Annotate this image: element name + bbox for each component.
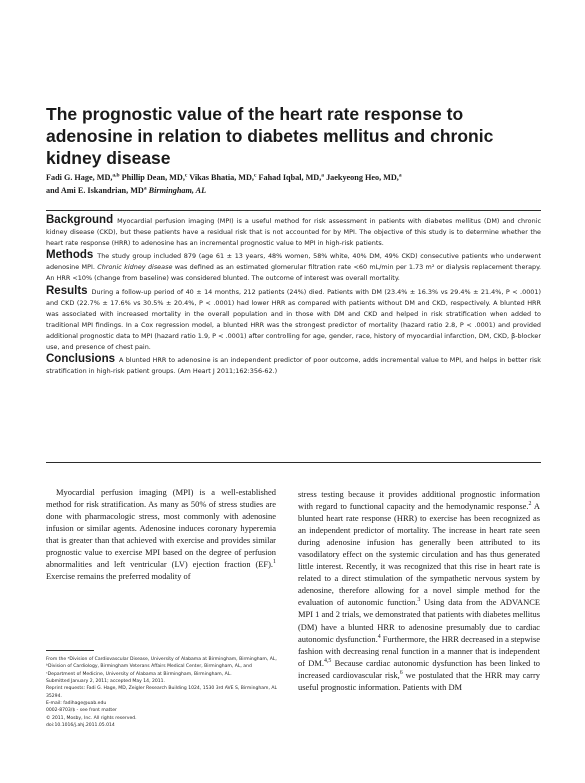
affiliation-marker: a — [321, 172, 325, 179]
abstract-methods-italic: Chronic kidney disease — [97, 263, 173, 272]
section-heading-results: Results — [46, 284, 88, 297]
citation-marker: 4,5 — [323, 657, 332, 664]
citation-marker: 4 — [377, 633, 381, 640]
section-heading-methods: Methods — [46, 249, 94, 262]
footnote-block — [46, 656, 278, 729]
section-heading-background: Background — [46, 214, 114, 226]
abstract-conclusions-text: A blunted HRR to adenosine is an independent predictor of poor outcome, adds incremental value to MPI, and helps in better risk stratification in high-risk patient groups. (Am Heart J 2011;162:356-62.) — [46, 356, 541, 376]
footnote-affiliations: From the ᵃDivision of Cardiovascular Disease, University of Alabama at Birmingham, Birmingham, AL, ᵇDivision of Cardiology, Birmingham Veterans Affairs Medical Center, Birmingham, AL, and ᶜDepartment of Medicine, University of Alabama at Birmingham, Birmingham, AL. — [46, 657, 277, 677]
author-name: Vikas Bhatia, MD, — [189, 173, 254, 182]
abstract — [46, 215, 541, 378]
affiliation-marker: a — [143, 185, 147, 192]
author-name: Phillip Dean, MD, — [121, 173, 185, 182]
abstract-bottom-rule — [46, 462, 541, 463]
body-paragraph — [298, 488, 540, 693]
author-name: Fahad Iqbal, MD, — [258, 173, 322, 182]
body-text: Furthermore, the HRR decreased in a stepwise fashion with decreasing renal function in a manner that is independent of DM. — [298, 633, 540, 668]
footnote-copyright: © 2011, Mosby, Inc. All rights reserved. — [46, 715, 137, 721]
affiliation-marker: a — [398, 172, 402, 179]
body-text: Myocardial perfusion imaging (MPI) is a well-established method for risk stratification. As many as 50% of stress studies are done with pharmacologic stress, most commonly with adenosine infusion or similar agents. Adenosine induces coronary hyperemia that is greater than that achieved with exercise and provides similar prognostic value to exercise MPI based on the degree of perfusion abnormalities and left ventricular (LV) ejection fraction (EF). — [46, 487, 276, 570]
footnote-submitted: Submitted January 2, 2011; accepted May 14, 2011. — [46, 679, 165, 685]
author-name: Ami E. Iskandrian, MD — [60, 186, 144, 195]
body-text: Using data from the ADVANCE MPI 1 and 2 trials, we demonstrated that patients with diabetes mellitus (DM) have a blunted HRR to adenosine presumably due to cardiac autonomic dysfunction. — [298, 597, 540, 644]
abstract-methods-text: The study group included 879 (age 61 ± 13 years, 48% women, 58% white, 40% DM, 49% CKD) consecutive patients who underwent adenosine MPI. — [46, 252, 541, 272]
footnote-doi[interactable]: doi:10.1016/j.ahj.2011.05.014 — [46, 723, 115, 729]
body-text: Because cardiac autonomic dysfunction has been linked to increased cardiovascular risk, — [298, 657, 541, 680]
section-heading-conclusions: Conclusions — [46, 353, 116, 366]
footnote-rule — [46, 650, 94, 651]
body-text: stress testing because it provides additional prognostic information with regard to functional capacity and the hemodynamic response. — [298, 489, 540, 512]
body-paragraph — [46, 486, 276, 582]
body-column-left — [46, 486, 276, 582]
citation-marker: 2 — [528, 501, 532, 508]
abstract-results-text: During a follow-up period of 40 ± 14 months, 212 patients (24%) died. Patients with DM (23.4% ± 16.3% vs 29.4% ± 21.4%, P < .0001) and CKD (22.7% ± 17.6% vs 30.5% ± 20.4%, P < .0001) had lower HRR as compared with patients without DM and CKD, respectively. A blunted HRR was associated with increased mortality in the overall population and in those with DM and CKD and helped in risk stratification when added to traditional MPI findings. In a Cox regression model, a blunted HRR was the strongest predictor of mortality (hazard ratio 2.8, P < .0001) and provided additional prognostic data to MPI (hazard ratio 1.9, P < .0001) after controlling for age, gender, race, history of myocardial infarction, DM, CKD, β-blocker use, and presence of chest pain. — [46, 287, 541, 352]
author-location: Birmingham, AL — [148, 186, 207, 195]
citation-marker: 3 — [417, 597, 421, 604]
citation-marker: 6 — [399, 669, 403, 676]
author-name: Fadi G. Hage, MD, — [46, 173, 113, 182]
author-conjunction: and — [46, 186, 60, 195]
author-list — [46, 171, 546, 197]
affiliation-marker: c — [253, 172, 257, 179]
affiliation-marker: a,b — [112, 172, 120, 179]
abstract-results — [46, 286, 541, 354]
author-name: Jaekyeong Heo, MD, — [326, 173, 399, 182]
affiliation-marker: c — [184, 172, 188, 179]
abstract-conclusions — [46, 354, 541, 377]
footnote-email[interactable]: E-mail: fadihage@uab.edu — [46, 701, 107, 707]
abstract-background-text: Myocardial perfusion imaging (MPI) is a useful method for risk assessment in patients with diabetes mellitus (DM) and chronic kidney disease (CKD), but these patients have a residual risk that is not accounted for by MPI. The objective of this study is to determine whether the heart rate response (HRR) to adenosine has an incremental prognostic value to MPI in high-risk patients. — [46, 217, 541, 248]
abstract-background — [46, 215, 541, 249]
abstract-top-rule — [46, 210, 541, 211]
body-text: we postulated that the HRR may carry useful prognostic information. Patients with DM — [298, 669, 541, 692]
abstract-methods — [46, 250, 541, 284]
footnote-reprint: Reprint requests: Fadi G. Hage, MD, Zeigler Research Building 1024, 1530 3rd AVE S, Birmingham, AL 35294. — [46, 686, 278, 699]
body-text: A blunted heart rate response (HRR) to exercise has been recognized as an independent predictor of mortality. The increase in heart rate seen during adenosine infusion has generally been attributed to its vasodilatory effect on the systemic circulation and has thus generated little interest. Recently, it was recognized that this rise in heart rate is related to a direct stimulation of the sympathetic nervous system by adenosine, therefore allowing for a novel simple method for the evaluation of autonomic function. — [298, 501, 540, 608]
body-text: Exercise remains the preferred modality of — [46, 571, 191, 582]
citation-marker: 1 — [273, 559, 276, 566]
footnote-issn: 0002-8703/$ - see front matter — [46, 708, 117, 714]
abstract-methods-text-cont: was defined as an estimated glomerular filtration rate <60 mL/min per 1.73 m² or dialysis replacement therapy. An HRR <10% (change from baseline) was considered blunted. The outcome of interest was overall mortality. — [46, 263, 542, 283]
body-column-right — [298, 488, 540, 693]
article-title: The prognostic value of the heart rate response to adenosine in relation to diabetes mellitus and chronic kidney disease — [46, 104, 494, 168]
